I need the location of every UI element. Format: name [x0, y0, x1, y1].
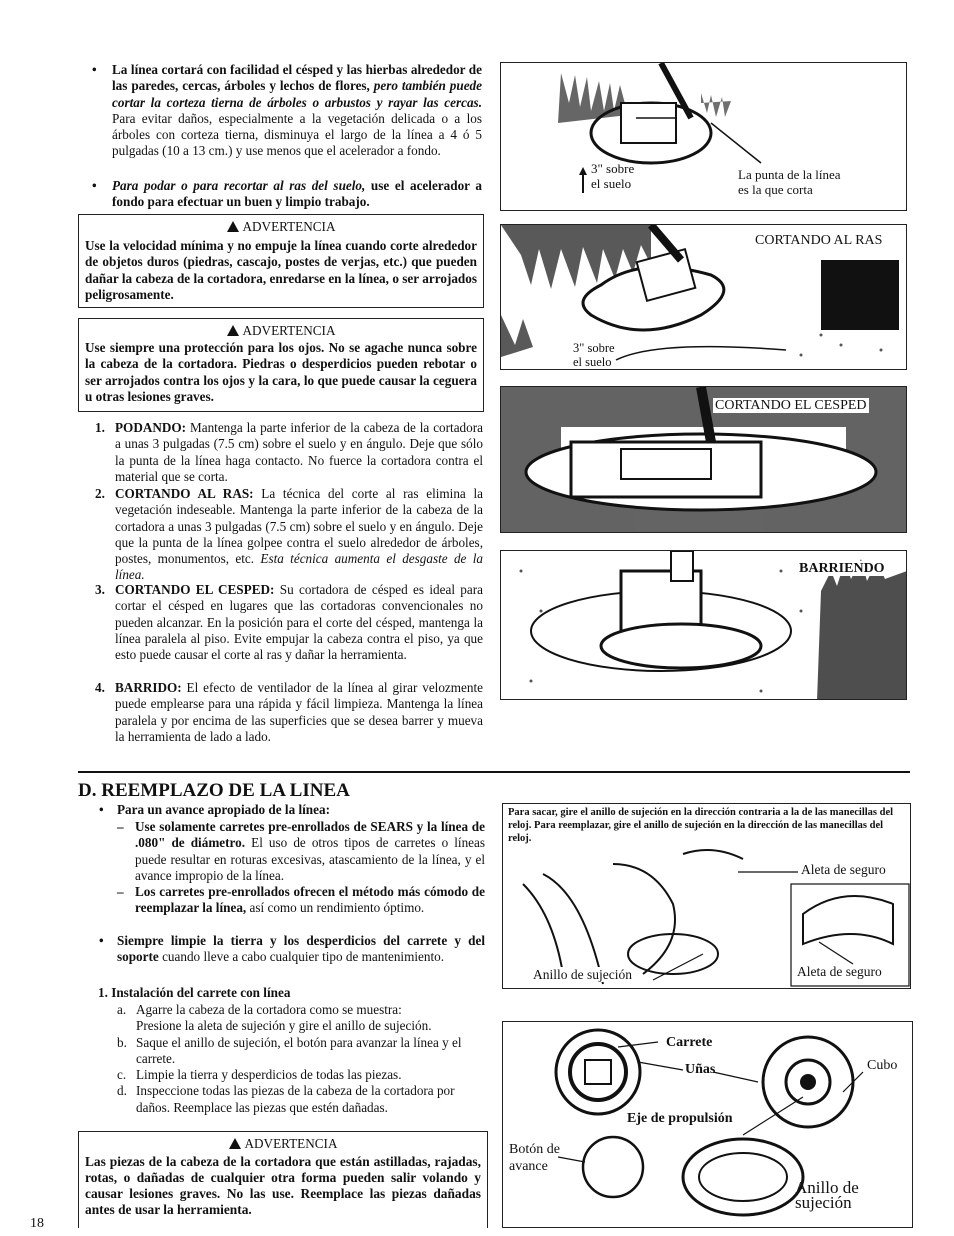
section-d-d2-rest: así como un rendimiento óptimo. — [249, 900, 425, 916]
warning-icon — [227, 325, 239, 336]
step-2-title: CORTANDO AL RAS: — [115, 486, 254, 501]
bullet-2: • Para podar o para recortar al ras del suelo, use el acelerador a fondo para efectuar un buen y limpio trabajo. — [92, 178, 482, 210]
step-4-text: El efecto de ventilador de la línea al girar velozmente puede emplearse para una rápida y fácil limpieza. Mantenga la línea paralela y por encima de las superficies que se desea barrer y mueva la herramienta de lado a lado. — [115, 680, 484, 744]
install-step-a2: Presione la aleta de sujeción y gire el anillo de sujeción. — [136, 1018, 432, 1034]
bullet-1-bold: La línea cortará con facilidad el césped y las hierbas alrededor de las paredes, cercas, árboles y lechos de flores, — [112, 62, 482, 94]
figure-cortando-el-cesped — [500, 386, 907, 533]
fig6-anillo: Anillo de sujeción — [795, 1178, 859, 1212]
section-d-dash-2: – Los carretes pre-enrollados ofrecen el método más cómodo de reemplazar la línea, así como un rendimiento óptimo. — [117, 884, 485, 916]
step-1: 1. PODANDO: Mantenga la parte inferior de la cabeza de la cortadora a unas 3 pulgadas (7.5 cm) sobre el suelo y en ángulo. Deje que sólo la punta de la línea haga contacto. No fuerce la cortadora contra el material que se corta. — [95, 420, 483, 484]
section-d-bullet-1: • Para un avance apropiado de la línea: — [99, 802, 330, 817]
step-4: 4. BARRIDO: El efecto de ventilador de la línea al girar velozmente puede emplearse para una rápida y fácil limpieza. Mantenga la línea paralela y por encima de las superficies que se desea barrer y mueva la herramienta de lado a lado. — [95, 680, 484, 744]
fig5-aleta-seguro-1: Aleta de seguro — [801, 862, 886, 877]
step-3-title: CORTANDO EL CESPED: — [115, 582, 275, 597]
bullet-2-bold: use el acelerador a fondo para efectuar un buen y limpio trabajo. — [112, 178, 482, 210]
trimmer-illustration — [501, 63, 907, 211]
warning-3-title: ADVERTENCIA — [244, 1136, 338, 1151]
step-1-title: PODANDO: — [115, 420, 187, 435]
section-d-d1-bold: Use solamente carretes pre-enrollados de SEARS y la línea de .080" de diámetro. — [135, 819, 485, 851]
figure-piezas — [502, 1021, 913, 1228]
figure-podando — [500, 62, 907, 211]
section-d-b1: Para un avance apropiado de la línea: — [117, 802, 330, 817]
figure-cortando-al-ras — [500, 224, 907, 370]
page-number: 18 — [30, 1216, 44, 1231]
step-2: 2. CORTANDO AL RAS: La técnica del corte al ras elimina la vegetación indeseable. Mantenga la parte inferior de la cabeza de la cortadora a unas 3 pulgadas (7.5 cm) sobre el suelo y en ángulo. Deje que la punta de la línea golpee contra el suelo alrededor de árboles, postes, monumentos, etc. Esta técnica aumenta el desgaste de la línea. — [95, 486, 484, 583]
section-divider — [78, 771, 910, 773]
step-4-title: BARRIDO: — [115, 680, 182, 695]
fig5-caption: Para sacar, gire el anillo de sujeción en la dirección contraria a la de las manecillas del reloj. Para reemplazar, gire el anillo de sujeción en la dirección de las manecillas del reloj. — [508, 807, 894, 844]
section-d-d2-bold: Los carretes pre-enrollados ofrecen el método más cómodo de reemplazar la línea, — [135, 884, 485, 916]
figure-anillo-sujecion — [502, 803, 911, 989]
figure-barriendo — [500, 550, 907, 700]
warning-1-text: Use la velocidad mínima y no empuje la línea cuando corte alrededor de objetos duros (piedras, cascajo, postes de verjas, etc.) que pueden dañar la cabeza de la cortadora, enredarse en la línea, o ser arrojados peligrosamente. — [85, 238, 477, 302]
install-step-c: c. Limpie la tierra y desperdicios de todas las piezas. — [117, 1067, 402, 1083]
section-d-bullet-2: • Siempre limpie la tierra y los desperdicios del carrete y del soporte cuando lleve a cabo cualquier tipo de mantenimiento. — [99, 933, 485, 965]
section-d-d1-rest: El uso de otros tipos de carretes o líneas puede resultar en roturas excesivas, atascamiento de la línea, y el avance impropio de la línea. — [135, 835, 485, 883]
warning-icon — [227, 221, 239, 232]
fig6-carrete: Carrete — [666, 1035, 713, 1050]
warning-2-text: Use siempre una protección para los ojos. No se agache nunca sobre la cabeza de la cortadora. Piedras o desperdicios pueden rebotar o ser arrojados contra los ojos y la cara, lo que puede causar la ceguera u otras lesiones graves. — [85, 340, 477, 404]
warning-3-text: Las piezas de la cabeza de la cortadora que están astilladas, rajadas, rotas, o dañadas de cualquier otra forma pueden salir volando y causar lesiones graves. No las use. Reemplace las piezas dañadas antes de usar la herramienta. — [85, 1154, 481, 1217]
fig6-boton: Botón de avance — [509, 1142, 560, 1174]
step-2-text: La técnica del corte al ras elimina la vegetación indeseable. Mantenga la parte inferior de la cabeza de la cortadora a unas 3 pulgadas (7.5 cm) sobre el suelo y en ángulo. Deje que la punta de la línea golpee contra el suelo alrededor de árboles, postes, monumentos, etc. — [115, 486, 484, 567]
bullet-1-italic: pero también puede cortar la corteza tierna de árboles o arbustos y rayar las cercas. — [112, 78, 483, 110]
warning-box-3 — [78, 1131, 488, 1228]
step-3: 3. CORTANDO EL CESPED: Su cortadora de césped es ideal para cortar el césped en lugares que las cortadoras convencionales no pueden alcanzar. En la posición para el corte del césped, mantenga la línea paralela al piso. Evite empujar la cabeza contra el piso, ya que esto puede causar el corte al ras y dañar la herramienta. — [95, 582, 483, 663]
fig1-label-tip: La punta de la línea es la que corta — [738, 167, 841, 197]
warning-box-2 — [78, 318, 484, 412]
fig2-label-height: 3" sobre el suelo — [573, 341, 615, 369]
warning-box-1 — [78, 214, 484, 308]
fig4-title: BARRIENDO — [799, 561, 885, 576]
install-step-a: a. Agarre la cabeza de la cortadora como se muestra: — [117, 1002, 402, 1017]
section-d-b2-bold: Siempre limpie la tierra y los desperdicios del carrete y del soporte — [117, 933, 485, 965]
fig3-title: CORTANDO EL CESPED — [715, 398, 867, 413]
install-steps — [117, 1002, 487, 1116]
warning-icon — [229, 1138, 241, 1149]
step-1-text: Mantenga la parte inferior de la cabeza de la cortadora a unas 3 pulgadas (7.5 cm) sobre el suelo y en ángulo. Deje que sólo la punta de la línea haga contacto. No fuerce la cortadora contra el material que se corta. — [115, 420, 483, 484]
fig6-eje: Eje de propulsión — [627, 1111, 733, 1126]
bullet-1-rest: Para evitar daños, especialmente a la vegetación delicada o a los árboles con corteza tierna, disminuya el largo de la línea a 4 ó 5 pulgadas (10 a 13 cm.) y use menos que el acelerador a fondo. — [112, 110, 482, 159]
step-2-italic: Esta técnica aumenta el desgaste de la línea. — [115, 551, 483, 583]
hand-ring-illustration — [503, 804, 911, 989]
section-heading: D. REEMPLAZO DE LA LINEA — [78, 780, 350, 801]
fig6-cubo: Cubo — [867, 1058, 898, 1073]
fig5-aleta-seguro-2: Aleta de seguro — [797, 964, 882, 979]
fig6-unas: Uñas — [685, 1062, 716, 1077]
warning-2-title: ADVERTENCIA — [242, 323, 336, 338]
fig2-title: CORTANDO AL RAS — [755, 233, 883, 248]
install-step-d: d. Inspeccione todas las piezas de la cabeza de la cortadora por daños. Reemplace las piezas que estén dañadas. — [117, 1083, 455, 1115]
install-step-b: b. Saque el anillo de sujeción, el botón para avanzar la línea y el carrete. — [117, 1034, 462, 1066]
section-d-b2-rest: cuando lleve a cabo cualquier tipo de mantenimiento. — [162, 949, 445, 965]
fig1-label-height: 3" sobre el suelo — [591, 161, 635, 191]
fig5-anillo-sujecion: Anillo de sujeción — [533, 967, 632, 982]
bullet-1: • La línea cortará con facilidad el césped y las hierbas alrededor de las paredes, cercas, árboles y lechos de flores, pero también puede cortar la corteza tierna de árboles o arbustos y rayar las cercas. Para evitar daños, especialmente a la vegetación delicada o a los árboles con corteza tierna, disminuya el largo de la línea a 4 ó 5 pulgadas (10 a 13 cm.) y use menos que el acelerador a fondo. — [92, 62, 483, 159]
install-title: 1. Instalación del carrete con línea — [98, 985, 291, 1000]
section-d-dash-1: – Use solamente carretes pre-enrollados de SEARS y la línea de .080" de diámetro. El uso de otros tipos de carretes o líneas puede resultar en roturas excesivas, atascamiento de la línea, y el avance impropio de la línea. — [117, 819, 485, 883]
bullet-2-italic: Para podar o para recortar al ras del suelo, — [112, 178, 366, 193]
step-3-text: Su cortadora de césped es ideal para cortar el césped en lugares que las cortadoras convencionales no pueden alcanzar. En la posición para el corte del césped, mantenga la línea paralela al piso. Evite empujar la cabeza contra el piso, ya que esto puede causar el corte al ras y dañar la herramienta. — [115, 582, 483, 663]
warning-1-title: ADVERTENCIA — [242, 219, 336, 234]
